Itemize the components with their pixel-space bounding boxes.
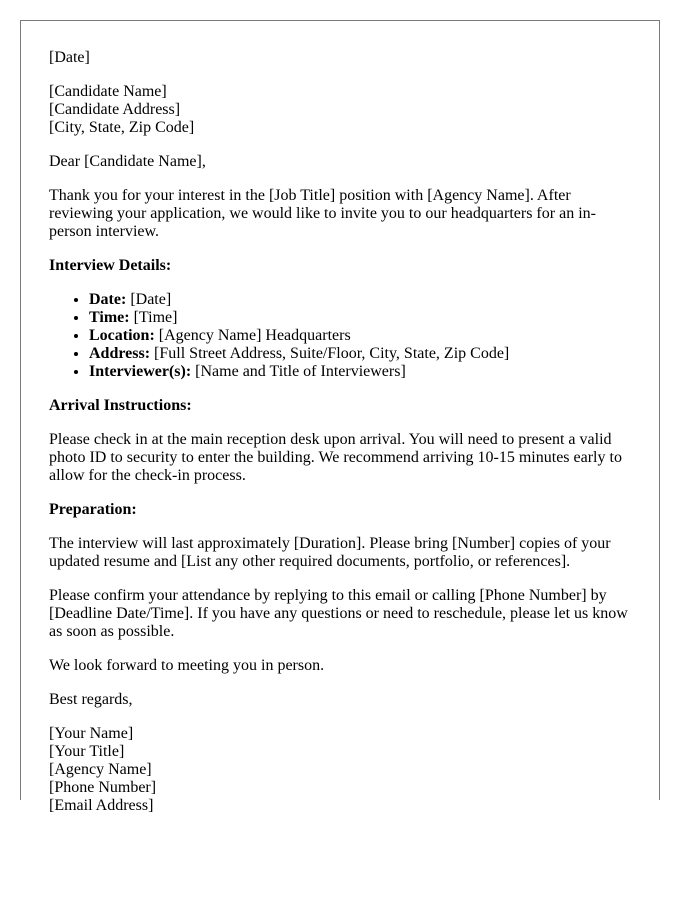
confirmation-paragraph: Please confirm your attendance by replying to this email or calling [Phone Number] by [Deadline Date/Time]. If you have any questions or need to reschedule, please let us know as soon as possible. bbox=[49, 587, 628, 640]
letter-body bbox=[49, 49, 634, 831]
arrival-heading: Arrival Instructions: bbox=[49, 397, 192, 414]
detail-item-location bbox=[89, 327, 634, 345]
detail-label: Interviewer(s): bbox=[89, 363, 192, 380]
detail-label: Time: bbox=[89, 309, 130, 326]
intro-paragraph: Thank you for your interest in the [Job Title] position with [Agency Name]. After reviewing your application, we would like to invite you to our headquarters for an in-person interview. bbox=[49, 187, 596, 240]
detail-value: [Agency Name] Headquarters bbox=[154, 327, 351, 344]
signature-title: [Your Title] bbox=[49, 743, 125, 760]
arrival-paragraph: Please check in at the main reception desk upon arrival. You will need to present a valid photo ID to security to enter the building. We recommend arriving 10-15 minutes early to allow for the check-in process. bbox=[49, 431, 622, 484]
candidate-name-line: [Candidate Name] bbox=[49, 83, 167, 100]
detail-value: [Full Street Address, Suite/Floor, City, State, Zip Code] bbox=[150, 345, 510, 362]
signature-block bbox=[49, 725, 634, 815]
letter-date: [Date] bbox=[49, 49, 90, 66]
preparation-paragraph: The interview will last approximately [Duration]. Please bring [Number] copies of your updated resume and [List any other required documents, portfolio, or references]. bbox=[49, 535, 611, 570]
detail-value: [Date] bbox=[126, 291, 172, 308]
preparation-heading: Preparation: bbox=[49, 501, 137, 518]
interview-details-list bbox=[49, 291, 634, 381]
detail-label: Location: bbox=[89, 327, 155, 344]
sign-off: Best regards, bbox=[49, 691, 133, 708]
candidate-address-block bbox=[49, 83, 634, 137]
detail-label: Address: bbox=[89, 345, 151, 362]
signature-email: [Email Address] bbox=[49, 797, 154, 814]
detail-item-address bbox=[89, 345, 634, 363]
candidate-address-line: [Candidate Address] bbox=[49, 101, 181, 118]
signature-phone: [Phone Number] bbox=[49, 779, 157, 796]
detail-value: [Time] bbox=[129, 309, 178, 326]
candidate-city-line: [City, State, Zip Code] bbox=[49, 119, 195, 136]
closing-note: We look forward to meeting you in person. bbox=[49, 657, 325, 674]
detail-value: [Name and Title of Interviewers] bbox=[191, 363, 406, 380]
salutation: Dear [Candidate Name], bbox=[49, 153, 206, 170]
detail-item-date bbox=[89, 291, 634, 309]
signature-name: [Your Name] bbox=[49, 725, 134, 742]
letter-page bbox=[20, 20, 660, 814]
detail-label: Date: bbox=[89, 291, 127, 308]
detail-item-time bbox=[89, 309, 634, 327]
signature-agency: [Agency Name] bbox=[49, 761, 152, 778]
interview-details-heading: Interview Details: bbox=[49, 257, 172, 274]
detail-item-interviewers bbox=[89, 363, 634, 381]
